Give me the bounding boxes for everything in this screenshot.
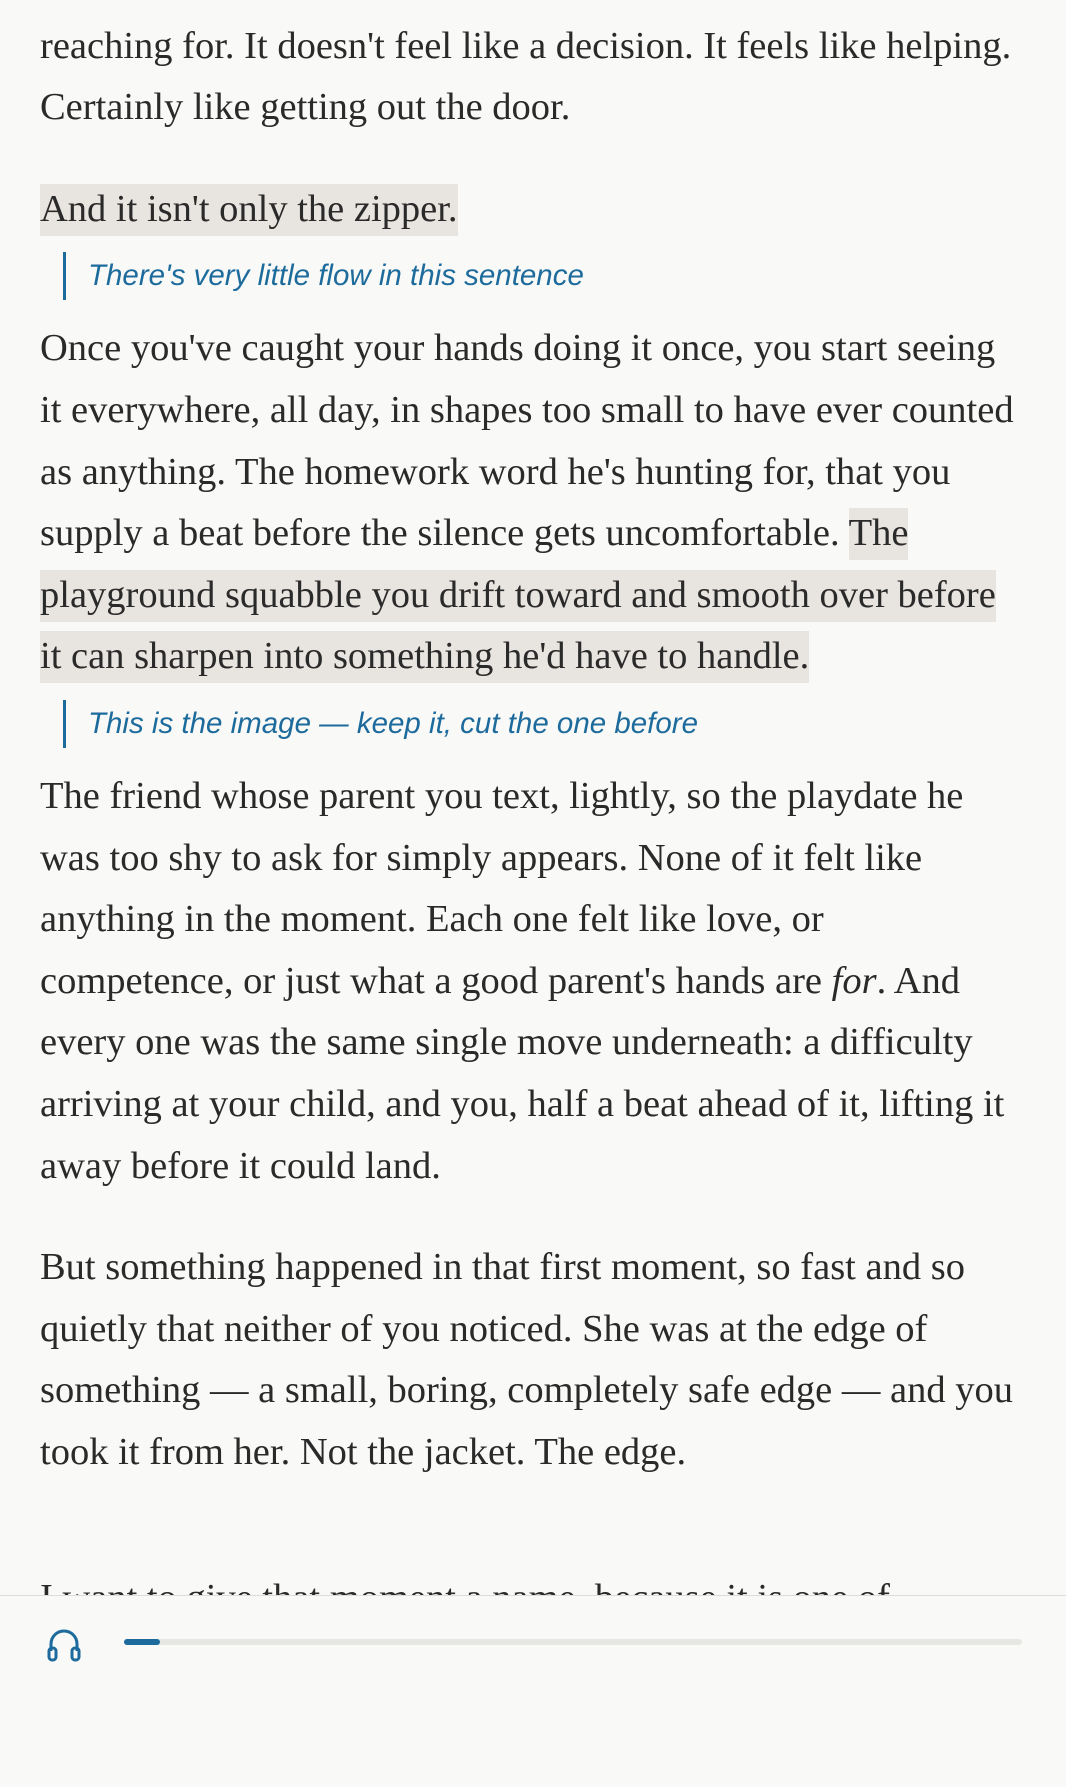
paragraph-text: . And every one was the same single move underneath: a difficulty arriving at your child, and you, half a beat ahead of it, lifting it away before it could land. [40,959,1005,1187]
comment-bar [63,252,66,300]
paragraph [40,0,1026,139]
comment-text: There's very little flow in this sentence [88,259,584,293]
highlighted-text[interactable]: The playground squabble you drift toward and smooth over before it can sharpen into something he'd have to handle. [40,508,996,683]
paragraph-text: The friend whose parent you text, lightly, so the playdate he was too shy to ask for simply appears. None of it felt like anything in the moment. Each one felt like love, or competence, or just what a good parent's hands are [40,774,964,1002]
paragraph-text: reaching for. It doesn't feel like a decision. It feels like helping. Certainly like getting out the door. [40,24,1012,129]
comment-text: This is the image — keep it, cut the one before [88,706,698,740]
paragraph [40,318,1026,688]
comment-note[interactable] [63,248,1026,304]
headphones-icon[interactable] [44,1624,84,1664]
comment-note[interactable] [63,696,1026,752]
paragraph [40,766,1026,1197]
highlighted-text[interactable]: And it isn't only the zipper. [40,184,458,236]
progress-track[interactable] [124,1639,1022,1645]
clipped-top-line [40,0,1026,16]
paragraph-text: Once you've caught your hands doing it once, you start seeing it everywhere, all day, in shapes too small to have ever counted as anything. The homework word he's hunting for, that you supply a beat before the silence gets uncomfortable. [40,327,1014,555]
paragraph-text: But something happened in that first moment, so fast and so quietly that neither of you noticed. She was at the edge of something — a small, boring, completely safe edge — and you took it from her. Not the jacket. The edge. [40,1246,1013,1473]
audio-player [0,1595,1066,1787]
emphasis-text: for [831,959,877,1002]
progress-fill [124,1639,160,1645]
paragraph [40,1237,1026,1483]
comment-bar [63,700,66,748]
paragraph [40,179,1026,241]
clipped-paragraph-line [40,1568,1026,1592]
article-body [40,0,1026,1523]
